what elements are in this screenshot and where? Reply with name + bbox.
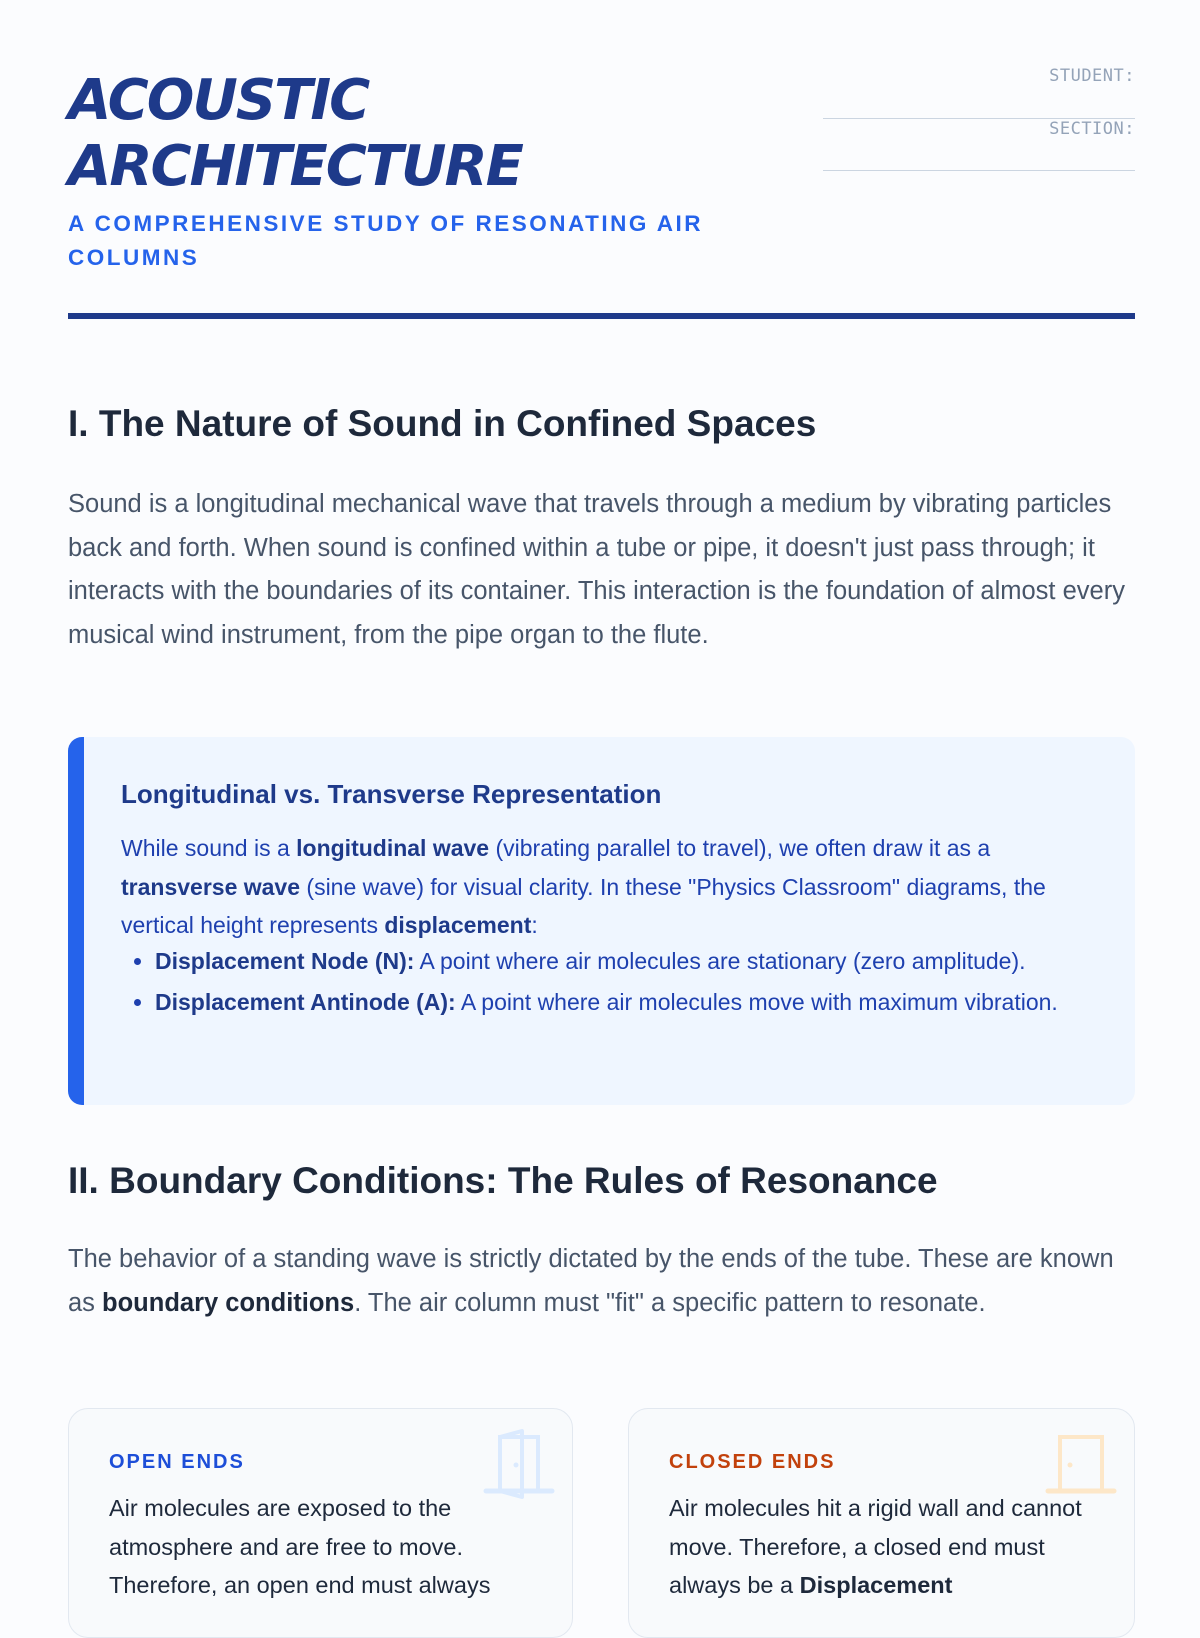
list-item-term: Displacement Node (N): bbox=[155, 948, 415, 974]
section-2-paragraph bbox=[68, 1238, 1135, 1325]
callout-text-part: (vibrating parallel to travel), we often draw it as a bbox=[489, 835, 991, 861]
list-item-term: Displacement Antinode (A): bbox=[155, 988, 456, 1015]
open-ends-label: OPEN ENDS bbox=[109, 1451, 245, 1473]
closed-ends-bold-term: Displacement bbox=[799, 1572, 953, 1598]
student-field[interactable] bbox=[823, 66, 1135, 119]
title-line-1: ACOUSTIC bbox=[68, 68, 369, 133]
section-1-paragraph: Sound is a longitudinal mechanical wave that travels through a medium by vibrating particles back and forth. When sound is confined within a tube or pipe, it doesn't just pass through; it interacts with the boundaries of its container. This interaction is the foundation of almost every musical wind instrument, from the pipe organ to the flute. bbox=[68, 490, 1125, 649]
callout-text bbox=[121, 829, 1101, 945]
header bbox=[68, 0, 1135, 320]
header-divider bbox=[68, 313, 1135, 319]
list-item-desc: A point where air molecules move with maximum vibration. bbox=[455, 988, 1058, 1015]
list-item bbox=[155, 986, 1145, 1020]
closed-ends-body bbox=[669, 1489, 1089, 1605]
section-2-bold-term: boundary conditions bbox=[102, 1288, 355, 1317]
callout-bold-term: displacement bbox=[384, 912, 532, 938]
list-item-desc: A point where air molecules are stationary (zero amplitude). bbox=[414, 948, 1026, 974]
page-title bbox=[68, 68, 522, 200]
title-line-2: ARCHITECTURE bbox=[68, 134, 522, 199]
list-item bbox=[155, 945, 1145, 979]
open-ends-card bbox=[68, 1408, 573, 1638]
section-field[interactable] bbox=[823, 119, 1135, 171]
callout-text-part: While sound is a bbox=[121, 835, 297, 861]
page-subtitle: A COMPREHENSIVE STUDY OF RESONATING AIR COLUMNS bbox=[68, 211, 704, 270]
callout-text-part: (sine wave) for visual clarity. In these "Physics Classroom" diagrams, the vertical height represents bbox=[121, 873, 1046, 938]
worksheet-page bbox=[68, 0, 1135, 1598]
section-label: SECTION: bbox=[1049, 119, 1135, 139]
callout-bold-term: transverse wave bbox=[121, 873, 301, 900]
open-ends-body: Air molecules are exposed to the atmosphere and are free to move. Therefore, an open end must always bbox=[109, 1495, 491, 1598]
student-label: STUDENT: bbox=[1049, 66, 1135, 86]
student-meta bbox=[823, 66, 1135, 171]
callout-list bbox=[121, 945, 1145, 1026]
closed-ends-label: CLOSED ENDS bbox=[669, 1451, 836, 1473]
callout-text-part: : bbox=[531, 912, 538, 938]
callout-bold-term: longitudinal wave bbox=[296, 835, 490, 861]
callout-box bbox=[68, 737, 1135, 1105]
closed-ends-card bbox=[628, 1408, 1135, 1638]
callout-title: Longitudinal vs. Transverse Representation bbox=[121, 779, 662, 809]
section-2-text-part: The behavior of a standing wave is strictly dictated by the ends of the tube. These are known as bbox=[68, 1245, 1114, 1317]
section-2-text-part: . The air column must "fit" a specific pattern to resonate. bbox=[354, 1288, 986, 1317]
section-2-heading: II. Boundary Conditions: The Rules of Resonance bbox=[68, 1160, 938, 1201]
section-1-heading: I. The Nature of Sound in Confined Spaces bbox=[68, 403, 817, 444]
closed-ends-text: Air molecules hit a rigid wall and cannot move. Therefore, a closed end must always be a bbox=[669, 1495, 1082, 1598]
